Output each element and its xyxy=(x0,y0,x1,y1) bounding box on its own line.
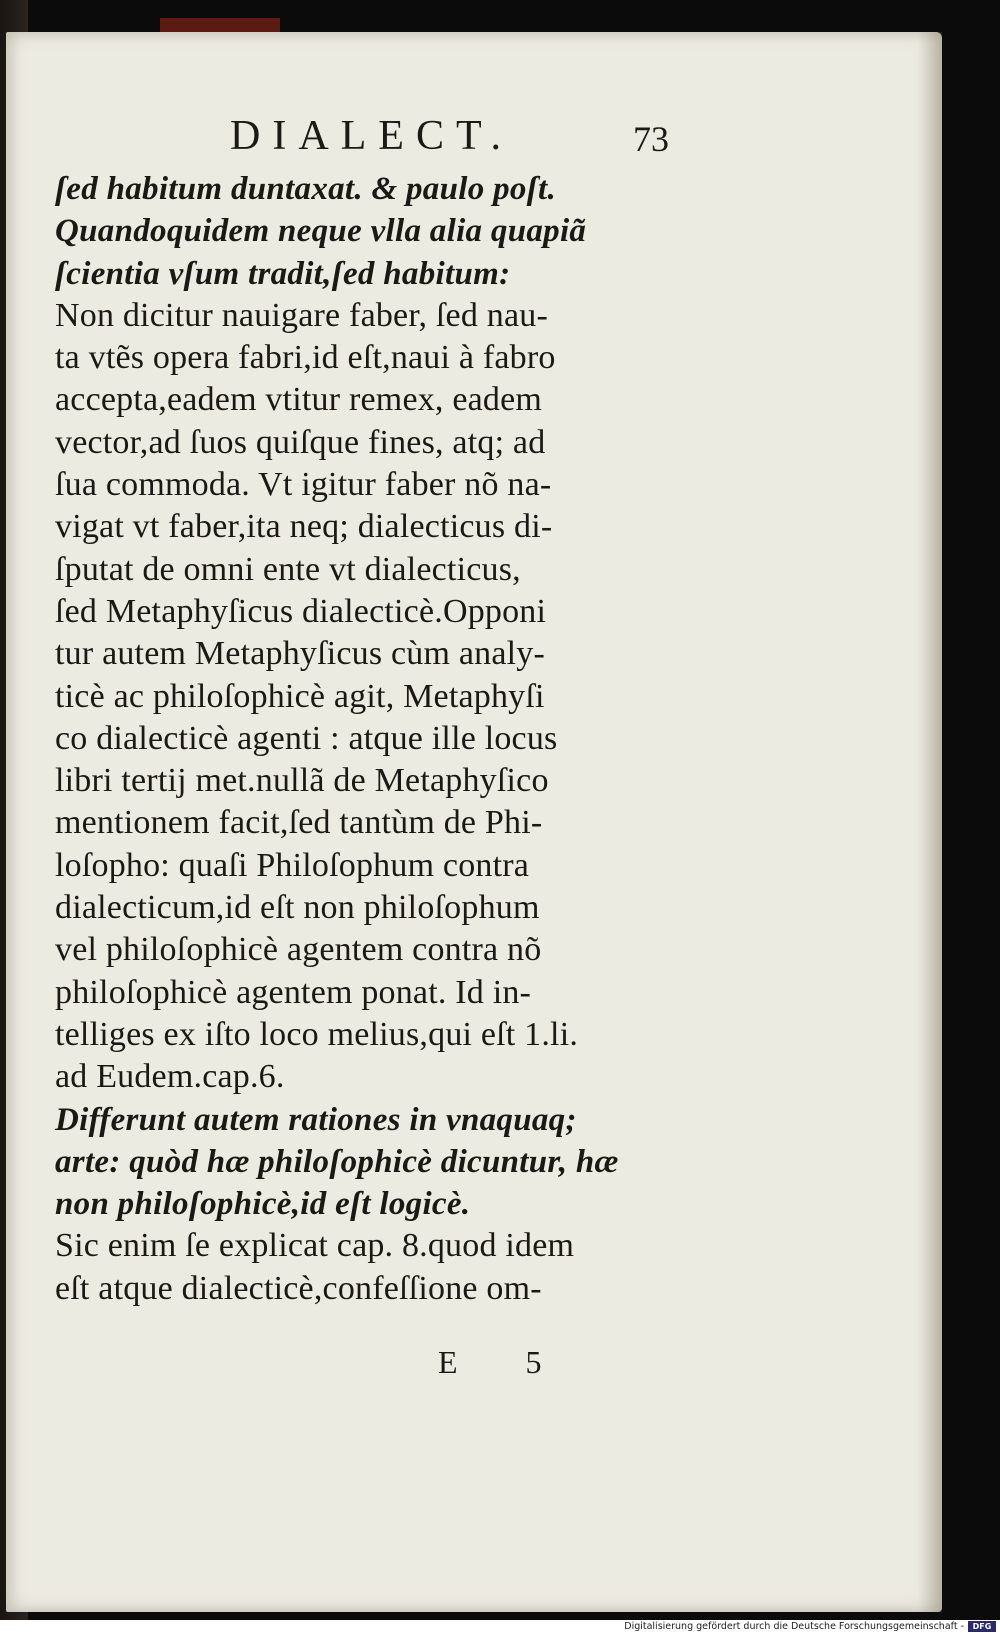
text-line: ſua commoda. Vt igitur faber nõ na- xyxy=(55,466,552,504)
text-line: libri tertij met.nullã de Metaphyſico xyxy=(55,762,549,800)
text-line: accepta,eadem vtitur remex, eadem xyxy=(55,381,543,419)
text-line: ſputat de omni ente vt dialecticus, xyxy=(55,550,521,588)
text-line: co dialecticè agenti : atque ille locus xyxy=(55,719,558,757)
text-line: Differunt autem rationes in vnaquaq; xyxy=(55,1101,577,1138)
text-line: mentionem facit,ſed tantùm de Phi- xyxy=(55,804,543,842)
text-line: arte: quòd hæ philoſophicè dicuntur, hæ xyxy=(55,1143,619,1180)
text-line: ad Eudem.cap.6. xyxy=(55,1058,285,1096)
running-title: DIALECT. xyxy=(230,113,514,159)
text-line: Non dicitur nauigare faber, ſed nau- xyxy=(55,296,548,334)
text-line: vector,ad ſuos quiſque fines, atq; ad xyxy=(55,423,546,461)
text-line: ſcientia vſum tradit,ſed habitum: xyxy=(55,255,511,292)
text-line: vel philoſophicè agentem contra nõ xyxy=(55,931,542,969)
text-line: ſed habitum duntaxat. & paulo poſt. xyxy=(55,171,556,207)
text-line: ticè ac philoſophicè agit, Metaphyſi xyxy=(55,677,545,715)
text-line: vigat vt faber,ita neq; dialecticus di- xyxy=(55,508,553,546)
page-number: 73 xyxy=(633,119,669,159)
bookmark-ribbon xyxy=(160,18,280,32)
text-line: non philoſophicè,id eſt logicè. xyxy=(55,1186,471,1223)
text-line: ta vtẽs opera fabri,id eſt,naui à fabro xyxy=(55,339,556,377)
page-edge-shadow xyxy=(918,32,942,1612)
funding-credit: Digitalisierung gefördert durch die Deutsche Forschungsgemeinschaft - xyxy=(624,1621,964,1632)
body-text xyxy=(55,168,695,1310)
text-line: loſopho: quaſi Philoſophum contra xyxy=(55,846,530,884)
dfg-logo: DFG xyxy=(968,1621,996,1632)
text-line: tur autem Metaphyſicus cùm analy- xyxy=(55,635,546,673)
text-line: ſed Metaphyſicus dialecticè.Opponi xyxy=(55,592,547,630)
signature-mark: E 5 xyxy=(438,1344,572,1380)
text-line: philoſophicè agentem ponat. Id in- xyxy=(55,973,532,1011)
text-line: Quandoquidem neque vlla alia quapiã xyxy=(55,213,587,250)
text-line: Sic enim ſe explicat cap. 8.quod idem xyxy=(55,1227,575,1265)
text-line: telliges ex iſto loco melius,qui eſt 1.li. xyxy=(55,1015,579,1053)
text-line: dialecticum,id eſt non philoſophum xyxy=(55,889,540,927)
text-line: eſt atque dialecticè,confeſſione om- xyxy=(55,1269,542,1307)
